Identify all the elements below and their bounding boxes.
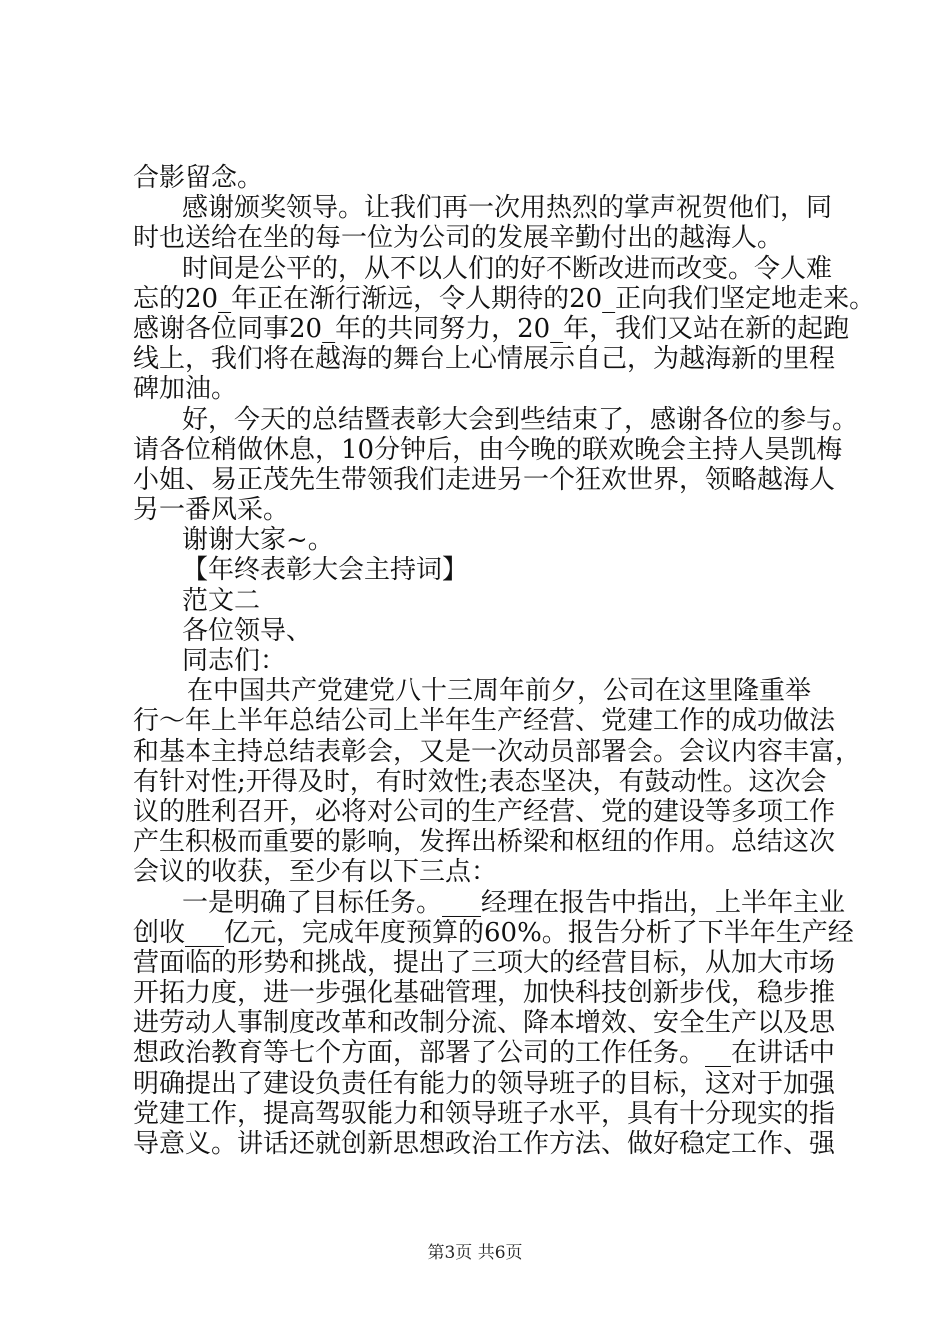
text-line: 党建工作，提高驾驭能力和领导班子水平，具有十分现实的指	[133, 1098, 836, 1129]
section-heading: 【年终表彰大会主持词】	[182, 555, 469, 586]
document-body	[133, 163, 876, 1159]
text-line: 开拓力度，进一步强化基础管理，加快科技创新步伐，稳步推	[133, 978, 836, 1009]
text-line: 碑加油。	[133, 374, 238, 405]
text-line: 合影留念。	[133, 163, 264, 193]
text-line: 请各位稍做休息，10分钟后，由今晚的联欢晚会主持人昊凯梅	[133, 434, 843, 465]
text-line: 另一番风采。	[133, 495, 290, 526]
page-number: 第3页 共6页	[427, 1243, 523, 1263]
text-line: 范文二	[182, 585, 261, 616]
text-line: 和基本主持总结表彰会，又是一次动员部署会。会议内容丰富，	[133, 736, 862, 767]
text-line: 行～年上半年总结公司上半年生产经营、党建工作的成功做法	[133, 706, 836, 737]
text-line: 好，今天的总结暨表彰大会到些结束了，感谢各位的参与。	[182, 404, 859, 435]
text-line: 各位领导、	[182, 615, 313, 646]
text-line: 谢谢大家~。	[182, 525, 334, 556]
text-line: 线上，我们将在越海的舞台上心情展示自己，为越海新的里程	[133, 344, 836, 375]
text-line: 创收___亿元，完成年度预算的60%。报告分析了下半年生产经	[133, 917, 854, 948]
text-line: 感谢各位同事20_年的共同努力，20_年，我们又站在新的起跑	[133, 313, 850, 344]
text-line: 有针对性;开得及时，有时效性;表态坚决，有鼓动性。这次会	[133, 766, 827, 797]
text-line: 导意义。讲话还就创新思想政治工作方法、做好稳定工作、强	[133, 1129, 836, 1159]
text-line: 在中国共产党建党八十三周年前夕，公司在这里隆重举	[187, 676, 812, 707]
text-line: 营面临的形势和挑战，提出了三项大的经营目标，从加大市场	[133, 947, 836, 978]
text-line: 进劳动人事制度改革和改制分流、降本增效、安全生产以及思	[133, 1008, 836, 1039]
text-line: 产生积极而重要的影响，发挥出桥梁和枢纽的作用。总结这次	[133, 827, 836, 858]
text-line: 同志们：	[182, 646, 287, 676]
text-line: 小姐、易正茂先生带领我们走进另一个狂欢世界，领略越海人	[133, 464, 836, 495]
text-line: 时也送给在坐的每一位为公司的发展辛勤付出的越海人。	[133, 223, 784, 254]
text-line: 忘的20_年正在渐行渐远，令人期待的20_正向我们坚定地走来。	[133, 283, 876, 314]
text-line: 时间是公平的，从不以人们的好不断改进而改变。令人难	[182, 253, 833, 284]
text-line: 会议的收获，至少有以下三点：	[133, 857, 498, 888]
text-line: 明确提出了建设负责任有能力的领导班子的目标，这对于加强	[133, 1068, 836, 1099]
text-line: 感谢颁奖领导。让我们再一次用热烈的掌声祝贺他们，同	[182, 193, 833, 224]
text-line: 议的胜利召开，必将对公司的生产经营、党的建设等多项工作	[133, 796, 836, 827]
text-line: 想政治教育等七个方面，部署了公司的工作任务。__在讲话中	[133, 1038, 836, 1069]
text-line: 一是明确了目标任务。___经理在报告中指出，上半年主业	[182, 887, 846, 918]
